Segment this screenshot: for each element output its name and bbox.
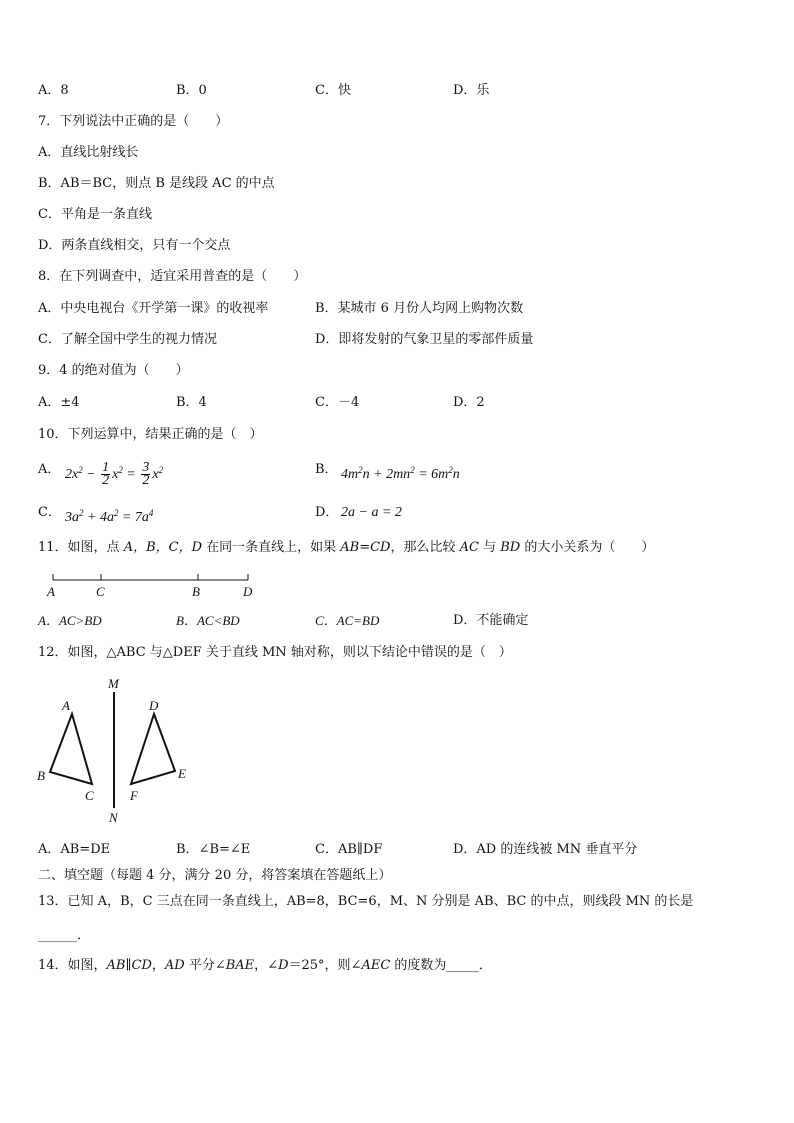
q12-stem: 12．如图，△ABC 与△DEF 关于直线 MN 轴对称，则以下结论中错误的是（ ）	[38, 645, 512, 660]
label-c: C	[85, 788, 94, 803]
q11-option-b: B．AC<BD	[176, 613, 240, 628]
term: x	[112, 467, 119, 482]
stem-text: 的大小关系为（ ）	[520, 540, 655, 555]
stem-text: 的度数为_____．	[390, 958, 492, 973]
q6-options	[0, 81, 794, 101]
q9-option-c: C．－4	[315, 395, 360, 410]
q11-stem-row	[0, 538, 794, 558]
q12-stem-row	[0, 643, 794, 663]
q7-option-c: C．平角是一条直线	[38, 207, 152, 222]
q12-option-b: B．∠B=∠E	[176, 842, 251, 857]
q10-options-cd	[0, 503, 794, 523]
term: = 6m	[414, 467, 449, 482]
stem-math: AC	[459, 540, 479, 555]
exponent: 2	[448, 465, 453, 475]
q7-option-b: B．AB＝BC，则点 B 是线段 AC 的中点	[38, 176, 275, 191]
q13-row	[0, 892, 794, 912]
q11-option-c: C．AC=BD	[315, 613, 380, 628]
term: n + 2mn	[362, 467, 411, 482]
stem-text: ，	[151, 958, 165, 973]
operator: =	[126, 467, 136, 482]
q11-option-a: A．AC>BD	[38, 613, 102, 628]
stem-text: 与	[478, 540, 501, 555]
q8-option-d: D．即将发射的气象卫星的零部件质量	[315, 332, 534, 347]
q12-option-c: C．AB∥DF	[315, 842, 383, 857]
q12-options	[0, 840, 794, 860]
q10-formula-c	[65, 503, 153, 528]
label-b: B	[37, 768, 45, 783]
label-b: B	[192, 584, 200, 599]
stem-text: ，那么比较	[390, 540, 460, 555]
numerator: 3	[142, 460, 150, 476]
term: x	[152, 467, 159, 482]
section-heading-row	[0, 866, 794, 886]
q7-stem-row	[0, 112, 794, 132]
q10-label-c: C．	[38, 505, 61, 520]
exponent: 2	[79, 508, 84, 518]
label-c: C	[96, 584, 105, 599]
q14-stem	[38, 956, 492, 976]
q12-option-a: A．AB=DE	[38, 842, 111, 857]
q7-option-a: A．直线比射线长	[38, 145, 139, 160]
q9-option-d: D．2	[453, 395, 485, 410]
stem-math: AD	[164, 958, 185, 973]
q7-option-b-row	[0, 174, 794, 194]
label-e: E	[178, 766, 186, 781]
denominator: 2	[102, 473, 110, 489]
q10-label-d: D．	[315, 505, 339, 520]
exponent: 2	[358, 465, 363, 475]
exponent: 2	[410, 465, 415, 475]
label-d: D	[149, 698, 159, 713]
exponent: 2	[113, 508, 119, 518]
triangle-abc	[50, 714, 92, 784]
stem-math: ∠D	[267, 958, 289, 973]
exponent: 2	[78, 465, 83, 475]
stem-math: AB=CD	[340, 540, 391, 555]
q10-stem-row	[0, 425, 794, 445]
term: 4m	[341, 467, 359, 482]
q6-option-b: B．0	[176, 83, 207, 98]
q7-option-a-row	[0, 143, 794, 163]
term: n	[452, 467, 460, 482]
q8-option-b: B．某城市 6 月份人均网上购物次数	[315, 301, 524, 316]
term: 2x	[65, 467, 79, 482]
q8-option-a: A．中央电视台《开学第一课》的收视率	[38, 301, 269, 316]
label-a: A	[47, 584, 55, 599]
q10-stem: 10．下列运算中，结果正确的是（ ）	[38, 427, 263, 442]
q11-stem	[38, 538, 654, 558]
exponent: 4	[148, 508, 154, 518]
q7-option-c-row	[0, 205, 794, 225]
q8-option-c: C．了解全国中学生的视力情况	[38, 332, 217, 347]
q7-option-d: D．两条直线相交，只有一个交点	[38, 238, 231, 253]
q12-symmetry-figure	[30, 672, 210, 832]
stem-math: A，B，C，D	[123, 540, 202, 555]
q13-answer-row	[0, 926, 794, 946]
q10-label-a: A．	[38, 462, 61, 477]
operator: −	[86, 467, 96, 482]
q10-label-b: B．	[315, 462, 338, 477]
stem-text: 平分	[184, 958, 215, 973]
stem-text: 在同一条直线上，如果	[202, 540, 341, 555]
stem-text: 11．如图，点	[38, 540, 124, 555]
q6-option-c: C．快	[315, 83, 351, 98]
q10-formula-a	[65, 460, 163, 487]
term: 3a	[65, 510, 79, 525]
stem-math: BD	[500, 540, 521, 555]
exponent: 2	[118, 465, 123, 475]
q7-stem: 7．下列说法中正确的是（ ）	[38, 114, 229, 129]
q9-options	[0, 393, 794, 413]
q13-answer-blank: ______．	[38, 928, 91, 943]
stem-math: AB∥CD	[106, 958, 152, 973]
q9-option-b: B．4	[176, 395, 207, 410]
label-f: F	[130, 788, 138, 803]
q6-option-d: D．乐	[453, 83, 490, 98]
q9-stem-row	[0, 361, 794, 381]
q11-option-d: D．不能确定	[453, 613, 529, 628]
q11-options	[0, 611, 794, 631]
q8-options-ab	[0, 299, 794, 319]
q8-stem: 8．在下列调查中，适宜采用普查的是（ ）	[38, 269, 307, 284]
stem-text: ＝25°，则	[288, 958, 351, 973]
label-n: N	[109, 810, 118, 825]
term: + 4a	[83, 510, 114, 525]
q9-option-a: A．±4	[38, 395, 80, 410]
stem-text: 14．如图，	[38, 958, 107, 973]
label-m: M	[108, 676, 119, 691]
fraction	[101, 462, 110, 487]
exponent: 2	[158, 465, 164, 475]
stem-text: ，	[254, 958, 268, 973]
fraction	[141, 462, 150, 487]
q8-options-cd	[0, 330, 794, 350]
q9-stem: 9．4 的绝对值为（ ）	[38, 363, 189, 378]
stem-math: ∠BAE	[214, 958, 255, 973]
q10-formula-b	[341, 460, 460, 485]
q10-formula-d: 2a − a = 2	[341, 505, 402, 520]
term: = 7a	[118, 510, 149, 525]
q6-option-a: A．8	[38, 83, 69, 98]
q14-row	[0, 956, 794, 976]
section-heading: 二、填空题（每题 4 分，满分 20 分，将答案填在答题纸上）	[38, 868, 392, 883]
q8-stem-row	[0, 267, 794, 287]
label-a: A	[62, 698, 70, 713]
denominator: 2	[142, 473, 150, 489]
q7-option-d-row	[0, 236, 794, 256]
triangle-def	[131, 714, 175, 784]
q10-options-ab	[0, 460, 794, 489]
numerator: 1	[102, 460, 110, 476]
q12-option-d: D．AD 的连线被 MN 垂直平分	[453, 842, 638, 857]
q11-line-figure	[40, 568, 265, 602]
q13-stem: 13．已知 A，B，C 三点在同一条直线上，AB=8，BC=6，M、N 分别是 AB、BC 的中点，则线段 MN 的长是	[38, 894, 694, 909]
label-d: D	[243, 584, 253, 599]
stem-math: ∠AEC	[350, 958, 391, 973]
